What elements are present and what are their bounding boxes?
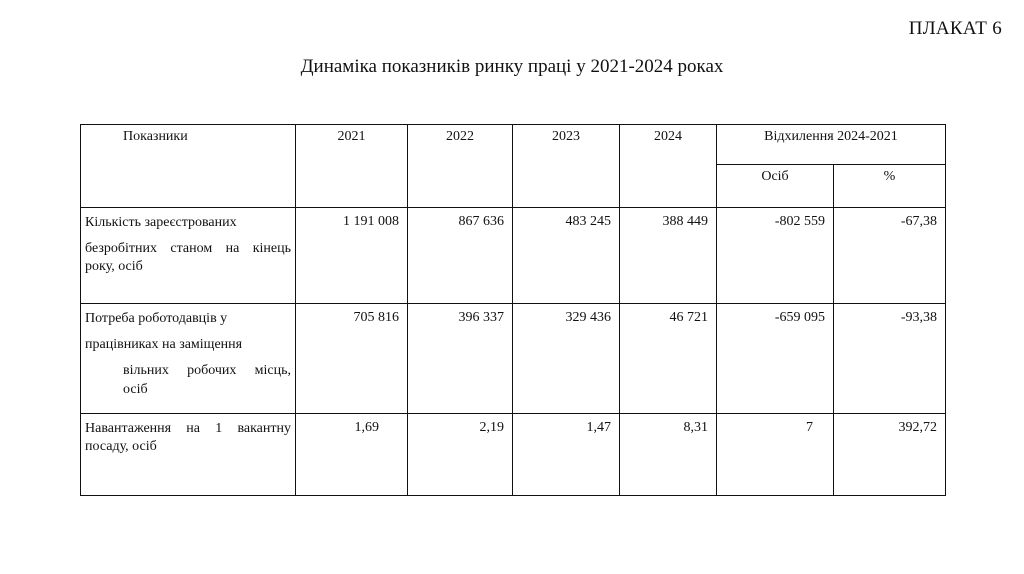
table-cell: 1,47 — [513, 414, 620, 496]
table-cell: 705 816 — [296, 304, 408, 414]
poster-label: ПЛАКАТ 6 — [908, 18, 1002, 39]
header-year: 2022 — [408, 125, 513, 208]
label-line: року, осіб — [85, 259, 143, 275]
row-indicator-label — [81, 414, 296, 496]
table-cell: -802 559 — [717, 208, 834, 304]
label-line: Потреба роботодавців у — [85, 311, 228, 326]
table-row — [81, 414, 946, 496]
header-deviation-persons: Осіб — [717, 165, 834, 208]
table-cell: -659 095 — [717, 304, 834, 414]
header-year: 2021 — [296, 125, 408, 208]
table-cell: 392,72 — [834, 414, 946, 496]
table-cell: -67,38 — [834, 208, 946, 304]
table-cell: -93,38 — [834, 304, 946, 414]
header-row — [81, 125, 946, 165]
label-line: Кількість зареєстрованих — [85, 215, 237, 230]
table-cell: 1,69 — [296, 414, 408, 496]
table-cell: 46 721 — [620, 304, 717, 414]
table-cell: 2,19 — [408, 414, 513, 496]
table-cell: 396 337 — [408, 304, 513, 414]
label-line: безробітних станом на кінець — [85, 241, 291, 257]
label-line: Навантаження на 1 вакантну — [85, 421, 291, 436]
label-line: вільних робочих місць, — [123, 363, 291, 379]
label-line: осіб — [123, 381, 148, 397]
page-title: Динаміка показників ринку праці у 2021-2024 роках — [300, 56, 724, 77]
table-cell: 867 636 — [408, 208, 513, 304]
row-indicator-label — [81, 304, 296, 414]
table-row — [81, 304, 946, 414]
table-row — [81, 208, 946, 304]
labor-market-table — [80, 124, 946, 496]
header-year: 2024 — [620, 125, 717, 208]
table-cell: 7 — [717, 414, 834, 496]
label-line: працівниках на заміщення — [85, 337, 243, 353]
table-cell: 388 449 — [620, 208, 717, 304]
row-indicator-label — [81, 208, 296, 304]
header-deviation-percent: % — [834, 165, 946, 208]
table-cell: 483 245 — [513, 208, 620, 304]
table-cell: 329 436 — [513, 304, 620, 414]
header-indicator: Показники — [81, 125, 296, 208]
header-deviation: Відхилення 2024-2021 — [717, 125, 946, 165]
table-cell: 1 191 008 — [296, 208, 408, 304]
table-cell: 8,31 — [620, 414, 717, 496]
label-line: посаду, осіб — [85, 439, 157, 455]
header-year: 2023 — [513, 125, 620, 208]
